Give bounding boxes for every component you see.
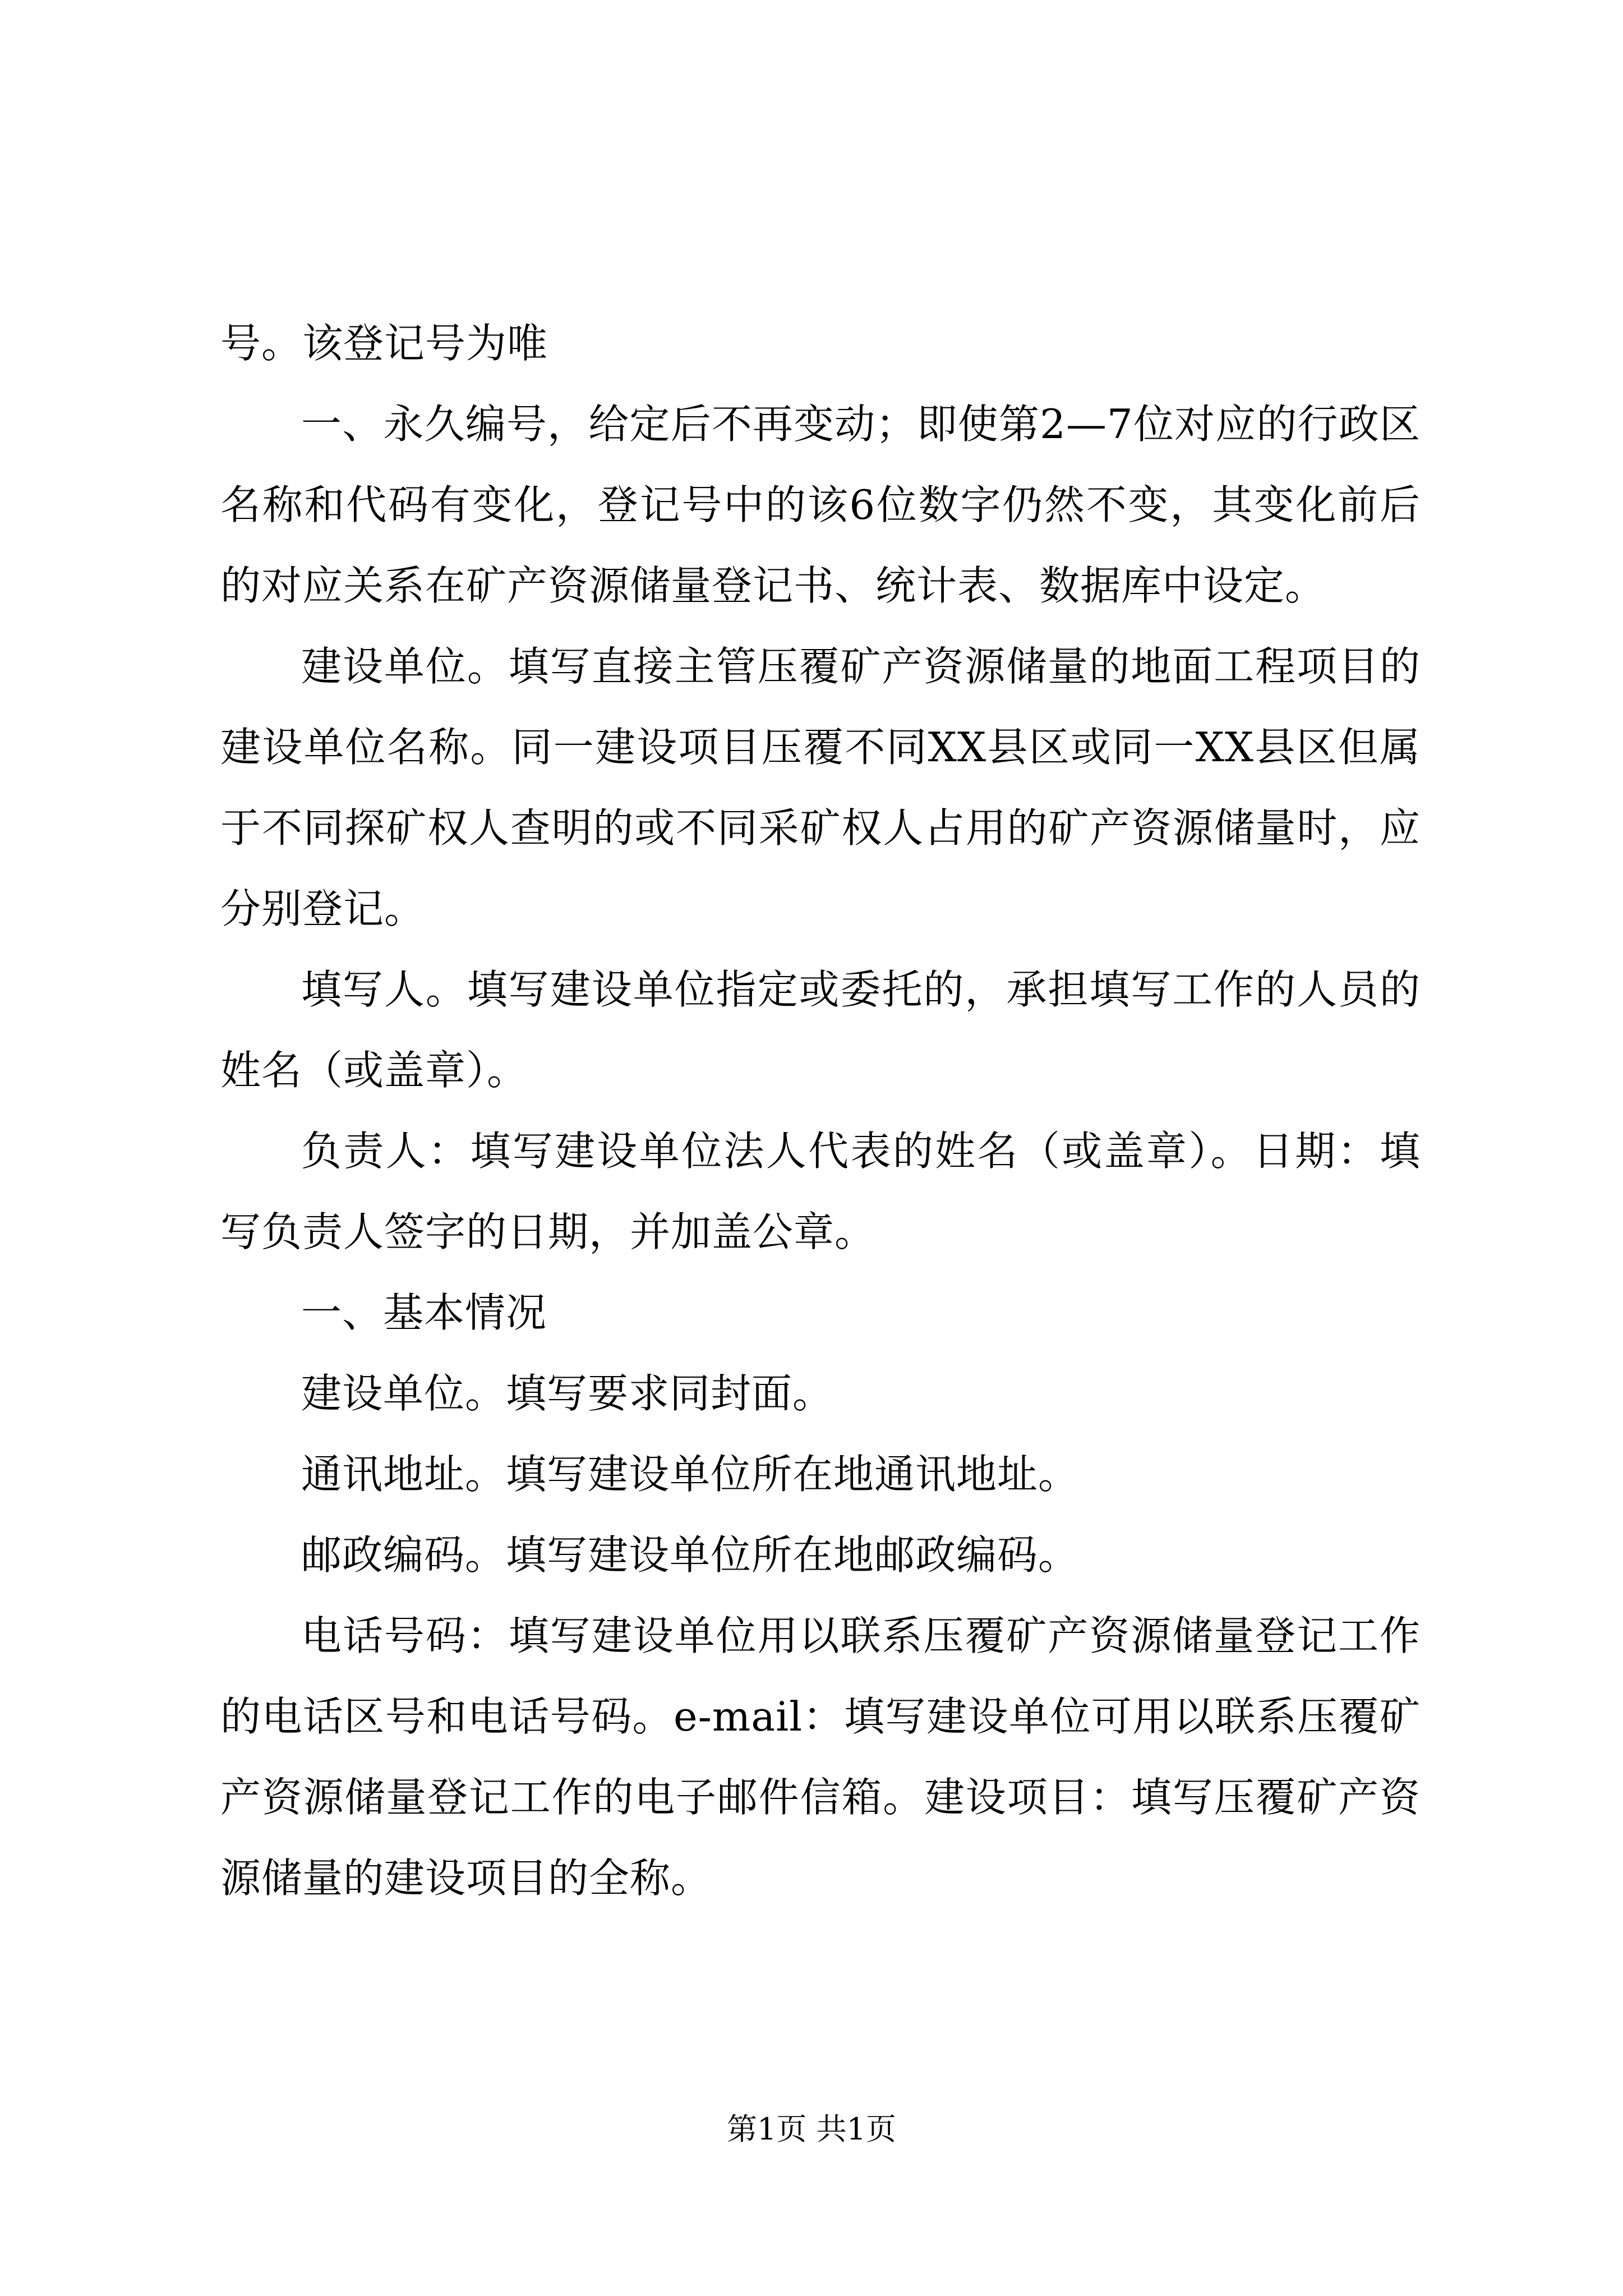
paragraph-7: 建设单位。填写要求同封面。 [301, 1370, 834, 1417]
page-footer: 第1页 共1页 [727, 2111, 896, 2147]
section-heading-basic-info: 一、基本情况 [301, 1289, 547, 1336]
paragraph-5: 负责人：填写建设单位法人代表的姓名（或盖章）。日期：填写负责人签字的日期，并加盖公章。 [220, 1128, 1421, 1255]
paragraph-2: 一、永久编号，给定后不再变动；即使第2—7位对应的行政区名称和代码有变化，登记号中的该6位数字仍然不变，其变化前后的对应关系在矿产资源储量登记书、统计表、数据库中设定。 [220, 401, 1421, 609]
paragraph-1: 号。该登记号为唯 [220, 320, 548, 367]
document-body [220, 303, 1421, 1918]
paragraph-3: 建设单位。填写直接主管压覆矿产资源储量的地面工程项目的建设单位名称。同一建设项目压覆不同XX县区或同一XX县区但属于不同探矿权人查明的或不同采矿权人占用的矿产资源储量时，应分别登记。 [220, 643, 1421, 932]
paragraph-9: 邮政编码。填写建设单位所在地邮政编码。 [301, 1531, 1080, 1579]
paragraph-8: 通讯地址。填写建设单位所在地通讯地址。 [301, 1451, 1080, 1498]
paragraph-4: 填写人。填写建设单位指定或委托的，承担填写工作的人员的姓名（或盖章）。 [220, 966, 1421, 1094]
paragraph-10: 电话号码：填写建设单位用以联系压覆矿产资源储量登记工作的电话区号和电话号码。e-mail：填写建设单位可用以联系压覆矿产资源储量登记工作的电子邮件信箱。建设项目：填写压覆矿产资源储量的建设项目的全称。 [220, 1612, 1421, 1902]
